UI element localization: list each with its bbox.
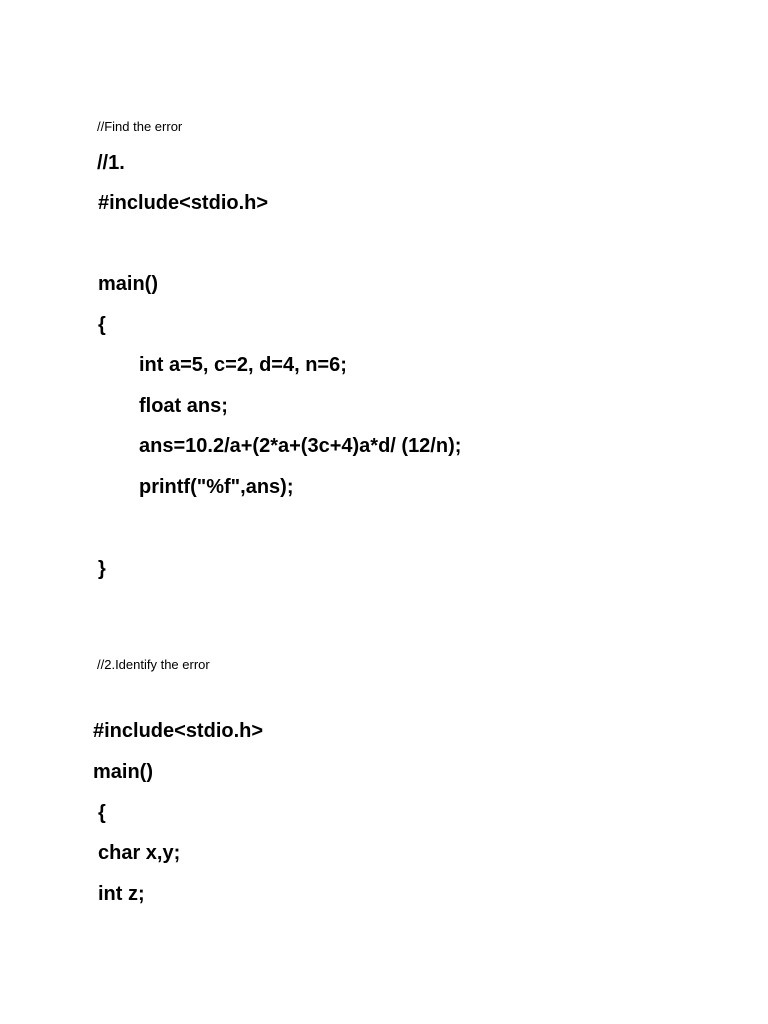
close-brace-1: } (98, 558, 106, 580)
include-line-1: #include<stdio.h> (98, 192, 269, 214)
main-line-1: main() (98, 273, 158, 295)
code-float-line: float ans; (139, 395, 228, 417)
code-int-line: int z; (98, 883, 145, 905)
code-declaration-line: int a=5, c=2, d=4, n=6; (139, 354, 347, 376)
include-line-2: #include<stdio.h> (93, 720, 264, 742)
open-brace-1: { (98, 314, 106, 336)
comment-identify-error: //2.Identify the error (97, 657, 210, 672)
code-char-line: char x,y; (98, 842, 181, 864)
comment-find-error: //Find the error (97, 119, 183, 134)
code-printf-line: printf("%f",ans); (139, 476, 294, 498)
section-number-1: //1. (97, 152, 125, 174)
code-ans-line: ans=10.2/a+(2*a+(3c+4)a*d/ (12/n); (139, 435, 462, 457)
open-brace-2: { (98, 802, 106, 824)
main-line-2: main() (93, 761, 153, 783)
